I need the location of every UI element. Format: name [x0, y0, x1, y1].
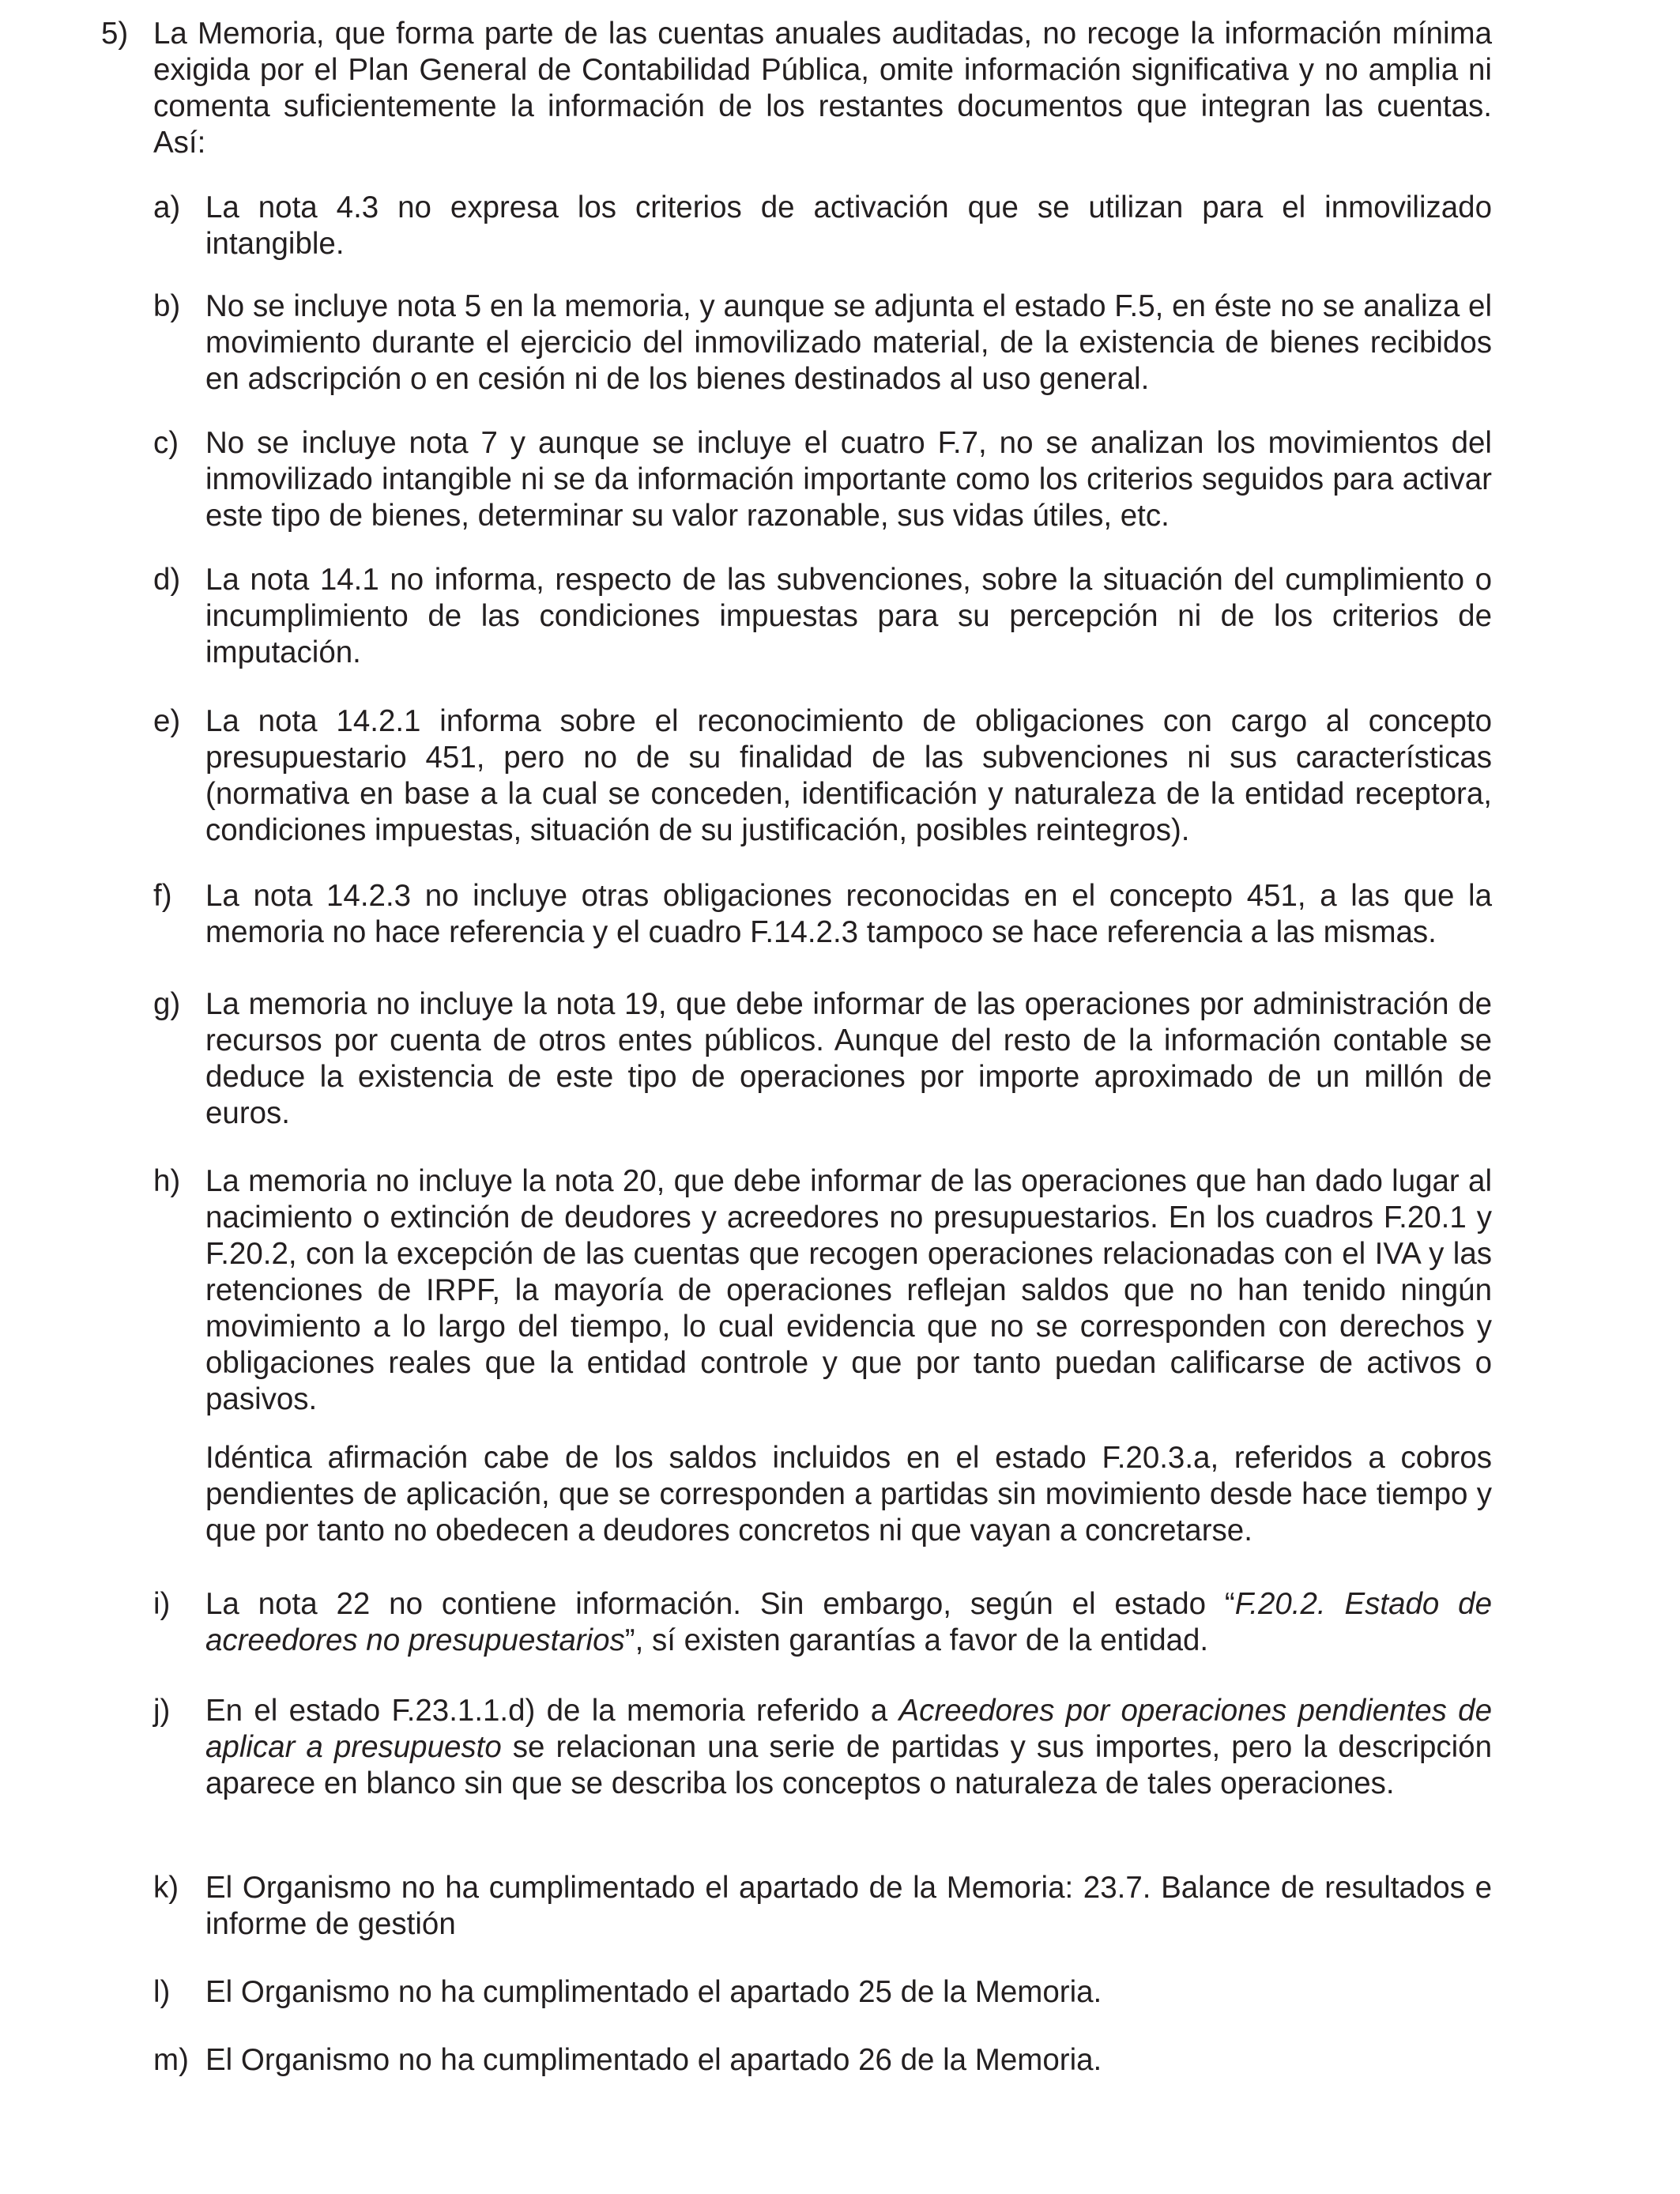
- subitem-c-text: No se incluye nota 7 y aunque se incluye el cuatro F.7, no se analizan los movimientos del inmovilizado intangible ni se da información importante como los criterios seguidos para activar este tipo de bienes, determinar su valor razonable, sus vidas útiles, etc.: [205, 426, 1492, 533]
- subitem-i-text-after: ”, sí existen garantías a favor de la entidad.: [624, 1623, 1209, 1657]
- item-5-text: La Memoria, que forma parte de las cuentas anuales auditadas, no recoge la información mínima exigida por el Plan General de Contabilidad Pública, omite información significativa y no amplia ni comenta suficientemente la información de los restantes documentos que integran las cuentas. Así:: [153, 17, 1492, 160]
- subitem-a-label: a): [153, 190, 181, 224]
- subitem-j-text: [205, 1693, 1492, 1802]
- subitem-a-text: La nota 4.3 no expresa los criterios de activación que se utilizan para el inmovilizado intangible.: [205, 190, 1492, 261]
- subitem-j-text-before: En el estado F.23.1.1.d) de la memoria referido a: [205, 1694, 899, 1728]
- subitem-m: [153, 2042, 1492, 2079]
- subitem-c: [153, 425, 1492, 534]
- subitem-f: [153, 878, 1492, 951]
- subitem-h-text-2: Idéntica afirmación cabe de los saldos incluidos en el estado F.20.3.a, referidos a cobros pendientes de aplicación, que se corresponden a partidas sin movimiento desde hace tiempo y que por tanto no obedecen a deudores concretos ni que vayan a concretarse.: [205, 1441, 1492, 1547]
- subitem-c-label: c): [153, 426, 179, 460]
- subitem-b-text: No se incluye nota 5 en la memoria, y aunque se adjunta el estado F.5, en éste no se analiza el movimiento durante el ejercicio del inmovilizado material, de la existencia de bienes recibidos en adscripción o en cesión ni de los bienes destinados al uso general.: [205, 289, 1492, 396]
- subitem-j: [153, 1693, 1492, 1802]
- subitem-l-text: El Organismo no ha cumplimentado el apartado 25 de la Memoria.: [205, 1975, 1102, 2009]
- subitem-f-text: La nota 14.2.3 no incluye otras obligaciones reconocidas en el concepto 451, a las que la memoria no hace referencia y el cuadro F.14.2.3 tampoco se hace referencia a las mismas.: [205, 879, 1492, 949]
- subitem-m-text: El Organismo no ha cumplimentado el apartado 26 de la Memoria.: [205, 2043, 1102, 2077]
- subitem-l-label: l): [153, 1975, 171, 2009]
- subitem-h-text: La memoria no incluye la nota 20, que debe informar de las operaciones que han dado lugar al nacimiento o extinción de deudores y acreedores no presupuestarios. En los cuadros F.20.1 y F.20.2, con la excepción de las cuentas que recogen operaciones relacionadas con el IVA y las retenciones de IRPF, la mayoría de operaciones reflejan saldos que no han tenido ningún movimiento a lo largo del tiempo, lo cual evidencia que no se corresponden con derechos y obligaciones reales que la entidad controle y que por tanto puedan calificarse de activos o pasivos.: [205, 1164, 1492, 1416]
- subitem-j-text-italic: Acreedores por operaciones pendientes de aplicar a presupuesto: [205, 1694, 1493, 1764]
- item-5-number: 5): [101, 17, 129, 51]
- subitem-e: [153, 703, 1492, 849]
- subitem-b: [153, 288, 1492, 398]
- subitem-g-text: La memoria no incluye la nota 19, que debe informar de las operaciones por administración de recursos por cuenta de otros entes públicos. Aunque del resto de la información contable se deduce la existencia de este tipo de operaciones por importe aproximado de un millón de euros.: [205, 987, 1492, 1130]
- subitem-k-text: El Organismo no ha cumplimentado el apartado de la Memoria: 23.7. Balance de resultados e informe de gestión: [205, 1871, 1492, 1941]
- subitem-i: [153, 1586, 1492, 1659]
- subitem-d: [153, 562, 1492, 671]
- subitem-h: [153, 1163, 1492, 1549]
- subitem-i-text: [205, 1586, 1492, 1659]
- subitem-g: [153, 986, 1492, 1132]
- subitem-l: [153, 1974, 1492, 2011]
- subitem-f-label: f): [153, 879, 172, 913]
- subitem-j-label: j): [153, 1694, 171, 1728]
- subitem-a: [153, 190, 1492, 262]
- subitem-d-text: La nota 14.1 no informa, respecto de las subvenciones, sobre la situación del cumplimiento o incumplimiento de las condiciones impuestas para su percepción ni de los criterios de imputación.: [205, 563, 1492, 669]
- subitem-d-label: d): [153, 563, 181, 597]
- subitem-k: [153, 1870, 1492, 1943]
- subitem-h-label: h): [153, 1164, 181, 1198]
- subitem-i-label: i): [153, 1587, 171, 1621]
- subitem-b-label: b): [153, 289, 181, 323]
- subitem-j-text-after: se relacionan una serie de partidas y sus importes, pero la descripción aparece en blanco sin que se describa los conceptos o naturaleza de tales operaciones.: [205, 1730, 1492, 1800]
- subitem-g-label: g): [153, 987, 181, 1021]
- item-5: [101, 16, 1492, 161]
- subitem-m-label: m): [153, 2043, 189, 2077]
- subitem-e-label: e): [153, 704, 181, 738]
- subitem-i-text-before: La nota 22 no contiene información. Sin embargo, según el estado “: [205, 1587, 1235, 1621]
- subitem-i-text-italic: F.20.2. Estado de acreedores no presupuestarios: [205, 1587, 1492, 1657]
- subitem-k-label: k): [153, 1871, 179, 1905]
- subitem-e-text: La nota 14.2.1 informa sobre el reconocimiento de obligaciones con cargo al concepto presupuestario 451, pero no de su finalidad de las subvenciones ni sus características (normativa en base a la cual se conceden, identificación y naturaleza de la entidad receptora, condiciones impuestas, situación de su justificación, posibles reintegros).: [205, 704, 1492, 847]
